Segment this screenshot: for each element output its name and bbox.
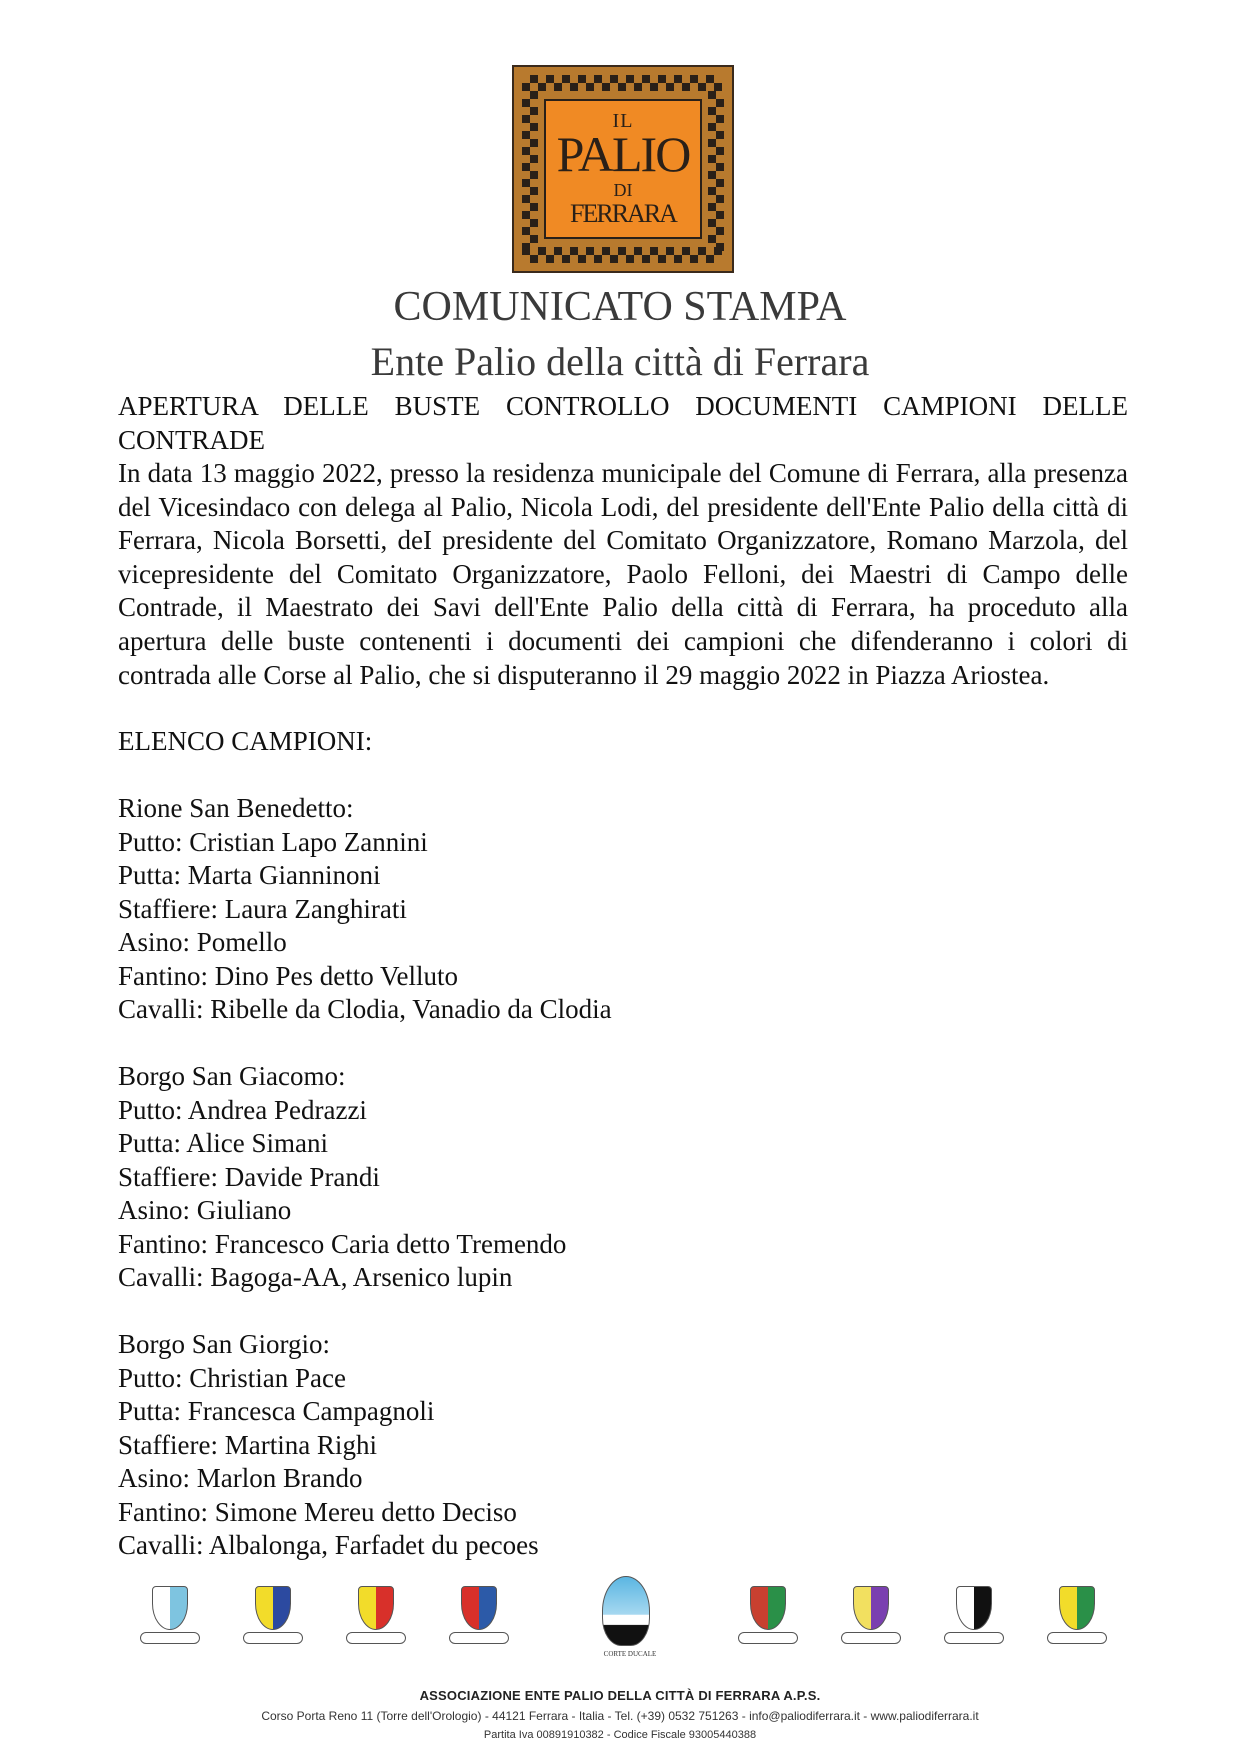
ribbon-icon xyxy=(1047,1632,1107,1644)
check-square xyxy=(716,243,724,251)
check-square xyxy=(708,91,716,99)
check-square xyxy=(530,187,538,195)
check-square xyxy=(716,211,724,219)
check-square xyxy=(546,75,554,83)
check-square xyxy=(708,187,716,195)
shield-icon xyxy=(461,1586,497,1630)
check-square xyxy=(716,195,724,203)
shield-icon xyxy=(853,1586,889,1630)
check-square xyxy=(716,99,724,107)
check-square xyxy=(650,247,658,255)
list-item: Fantino: Francesco Caria detto Tremendo xyxy=(118,1228,567,1259)
list-item: Cavalli: Ribelle da Clodia, Vanadio da Clodia xyxy=(118,994,612,1024)
check-square xyxy=(626,255,634,263)
list-item: Cavalli: Bagoga-AA, Arsenico lupin xyxy=(118,1262,513,1292)
list-item: Cavalli: Albalonga, Farfadet du pecoes xyxy=(118,1530,539,1560)
check-square xyxy=(522,163,530,171)
check-square xyxy=(522,243,530,251)
check-square xyxy=(634,83,642,91)
contrada-group xyxy=(118,1060,612,1295)
check-square xyxy=(690,75,698,83)
contrade-list xyxy=(118,792,612,1596)
list-item: Fantino: Simone Mereu detto Deciso xyxy=(118,1496,517,1527)
check-square xyxy=(578,75,586,83)
check-square xyxy=(562,75,570,83)
list-item: Staffiere: Laura Zanghirati xyxy=(118,893,407,924)
check-square xyxy=(602,83,610,91)
check-square xyxy=(716,131,724,139)
list-item: Asino: Giuliano xyxy=(118,1195,292,1225)
check-square xyxy=(716,163,724,171)
shield-icon xyxy=(750,1586,786,1630)
check-square xyxy=(708,219,716,227)
check-square xyxy=(530,235,538,243)
san-paolo-crest-icon xyxy=(944,1586,1004,1656)
check-square xyxy=(716,179,724,187)
san-giacomo-crest-icon xyxy=(243,1586,303,1656)
san-giorgio-crest-icon xyxy=(346,1586,406,1656)
check-square xyxy=(522,227,530,235)
ribbon-icon xyxy=(841,1632,901,1644)
check-square xyxy=(522,211,530,219)
check-square xyxy=(522,99,530,107)
list-title: ELENCO CAMPIONI: xyxy=(118,726,373,756)
check-square xyxy=(658,75,666,83)
check-square xyxy=(666,83,674,91)
check-square xyxy=(708,235,716,243)
ribbon-icon xyxy=(346,1632,406,1644)
check-square xyxy=(674,75,682,83)
check-square xyxy=(594,255,602,263)
list-item: Asino: Pomello xyxy=(118,927,287,957)
check-square xyxy=(610,255,618,263)
ribbon-icon xyxy=(140,1632,200,1644)
check-square xyxy=(530,139,538,147)
shield-icon xyxy=(1059,1586,1095,1630)
eagle-shield-icon xyxy=(602,1576,650,1646)
check-square xyxy=(602,247,610,255)
check-square xyxy=(522,115,530,123)
palio-logo xyxy=(512,65,734,273)
check-square xyxy=(650,83,658,91)
check-square xyxy=(674,255,682,263)
list-item: Asino: Marlon Brando xyxy=(118,1463,363,1493)
check-square xyxy=(530,107,538,115)
check-square xyxy=(642,255,650,263)
check-square xyxy=(570,83,578,91)
check-square xyxy=(530,155,538,163)
contrada-name: Rione San Benedetto: xyxy=(118,793,354,823)
shield-icon xyxy=(152,1586,188,1630)
check-square xyxy=(570,247,578,255)
shield-icon xyxy=(358,1586,394,1630)
san-luca-crest-icon xyxy=(738,1586,798,1656)
check-square xyxy=(642,75,650,83)
check-square xyxy=(716,147,724,155)
check-square xyxy=(522,147,530,155)
check-square xyxy=(586,83,594,91)
logo-inner xyxy=(544,99,702,239)
shield-icon xyxy=(255,1586,291,1630)
article-heading: APERTURA DELLE BUSTE CONTROLLO DOCUMENTI CAMPIONI DELLE CONTRADE xyxy=(118,391,1128,455)
list-item: Staffiere: Davide Prandi xyxy=(118,1161,380,1192)
list-item: Putto: Andrea Pedrazzi xyxy=(118,1094,367,1125)
shield-icon xyxy=(956,1586,992,1630)
list-item: Putto: Christian Pace xyxy=(118,1362,346,1393)
san-benedetto-crest-icon xyxy=(140,1586,200,1656)
check-square xyxy=(594,75,602,83)
footer-organization: ASSOCIAZIONE ENTE PALIO DELLA CITTÀ DI FERRARA A.P.S. xyxy=(419,1688,821,1703)
check-square xyxy=(538,247,546,255)
check-square xyxy=(530,219,538,227)
ribbon-icon xyxy=(738,1632,798,1644)
check-square xyxy=(530,123,538,131)
contrada-name: Borgo San Giorgio: xyxy=(118,1329,331,1359)
list-item: Staffiere: Martina Righi xyxy=(118,1429,377,1460)
ribbon-icon xyxy=(449,1632,509,1644)
corte-ducale-crest-icon xyxy=(590,1576,660,1668)
list-item: Fantino: Dino Pes detto Velluto xyxy=(118,960,459,991)
check-square xyxy=(554,247,562,255)
check-square xyxy=(530,75,538,83)
check-square xyxy=(706,255,714,263)
check-square xyxy=(522,179,530,187)
check-square xyxy=(626,75,634,83)
list-item: Putta: Francesca Campagnoli xyxy=(118,1396,435,1426)
list-item: Putta: Alice Simani xyxy=(118,1128,328,1158)
check-square xyxy=(546,255,554,263)
ribbon-icon xyxy=(944,1632,1004,1644)
contrade-emblems xyxy=(130,1578,1120,1668)
santo-spirito-borgo-crest-icon xyxy=(841,1586,901,1656)
corte-ducale-caption: CORTE DUCALE xyxy=(603,1650,657,1658)
san-giovanni-crest-icon xyxy=(449,1586,509,1656)
check-square xyxy=(716,227,724,235)
check-square xyxy=(690,255,698,263)
page-title: COMUNICATO STAMPA xyxy=(393,284,847,330)
list-item: Putta: Marta Gianninoni xyxy=(118,860,381,890)
check-square xyxy=(618,247,626,255)
logo-text-palio: PALIO xyxy=(556,126,690,182)
check-square xyxy=(698,83,706,91)
check-square xyxy=(706,75,714,83)
list-item: Putto: Cristian Lapo Zannini xyxy=(118,826,428,857)
check-square xyxy=(530,203,538,211)
check-square xyxy=(522,195,530,203)
check-square xyxy=(618,83,626,91)
logo-text-il: IL xyxy=(612,110,634,132)
check-square xyxy=(708,139,716,147)
contrada-name: Borgo San Giacomo: xyxy=(118,1061,346,1091)
logo-text-ferrara: FERRARA xyxy=(570,199,676,228)
check-square xyxy=(530,171,538,179)
logo-text-di: DI xyxy=(613,180,633,200)
check-square xyxy=(530,91,538,99)
ribbon-icon xyxy=(243,1632,303,1644)
check-square xyxy=(708,123,716,131)
check-square xyxy=(610,75,618,83)
check-square xyxy=(708,155,716,163)
footer-tax-info: Partita Iva 00891910382 - Codice Fiscale 93005440388 xyxy=(483,1729,757,1741)
contrada-group xyxy=(118,1328,612,1563)
check-square xyxy=(522,131,530,139)
article-body: In data 13 maggio 2022, presso la residenza municipale del Comune di Ferrara, alla presenza del Vicesindaco con delega al Palio, Nicola Lodi, del presidente dell'Ente Palio della città di Ferrara, Nicola Borsetti, deI presidente del Comitato Organizzatore, Romano Marzola, del vicepresidente del Comitato Organizzatore, Paolo Felloni, dei Maestri di Campo delle Contrade, il Maestrato dei Savi dell'Ente Palio della città di Ferrara, ha proceduto alla apertura delle buste contenenti i documenti dei campioni che difenderanno i colori di contrada alle Corse al Palio, che si disputeranno il 29 maggio 2022 in Piazza Ariostea. xyxy=(118,458,1128,690)
footer-address: Corso Porta Reno 11 (Torre dell'Orologio) - 44121 Ferrara - Italia - Tel. (+39) 0532 751263 - info@paliodiferrara.it - www.paliodiferrara.it xyxy=(261,1709,979,1723)
check-square xyxy=(682,83,690,91)
check-square xyxy=(708,171,716,179)
check-square xyxy=(716,115,724,123)
page-subtitle: Ente Palio della città di Ferrara xyxy=(370,339,870,384)
check-square xyxy=(714,83,722,91)
check-square xyxy=(578,255,586,263)
check-square xyxy=(658,255,666,263)
check-square xyxy=(538,83,546,91)
check-square xyxy=(708,203,716,211)
check-square xyxy=(634,247,642,255)
check-square xyxy=(682,247,690,255)
check-square xyxy=(586,247,594,255)
check-square xyxy=(562,255,570,263)
check-square xyxy=(554,83,562,91)
check-square xyxy=(530,255,538,263)
santo-spirito-crest-icon xyxy=(1047,1586,1107,1656)
check-square xyxy=(522,83,530,91)
check-square xyxy=(708,107,716,115)
check-square xyxy=(666,247,674,255)
check-square xyxy=(698,247,706,255)
contrada-group xyxy=(118,792,612,1027)
